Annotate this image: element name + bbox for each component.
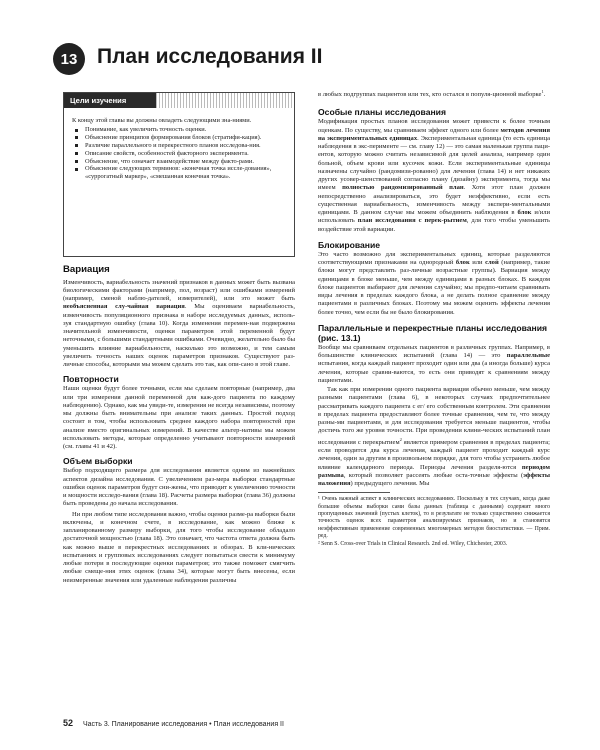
section-heading-special-plans: Особые планы исследования — [318, 107, 446, 118]
objective-item: Понимание, как увеличить точность оценки. — [81, 126, 287, 134]
sample-size-paragraph-1: Выбор подходящего размера для исследования является одним из важнейших аспектов дизайна исследования. С увеличением раз-мера выборки стандартные ошибки оценок параметров будут сни-жены, что приводит к увеличению точности и мощности исследо-вания (глава 18). Расчеты размера выборки (глава 36) должны быть проведены до начала исследования. — [63, 467, 295, 508]
objectives-heading: Цели изучения — [64, 93, 156, 108]
emphasis-term: параллельные — [506, 352, 550, 360]
section-heading-parallel: Параллельные и перекрестные планы исследования (рис. 13.1) — [318, 322, 548, 343]
left-column — [63, 264, 295, 585]
objective-item: Различие параллельного и перекрестного планов исследова-ния. — [81, 142, 287, 150]
text-run: ) предыдущего лечения. Мы — [350, 480, 430, 488]
emphasis-term: необъясненная слу-чайная вариация — [63, 303, 185, 311]
footnote-ref: 2 — [399, 436, 402, 442]
blocking-paragraph — [318, 251, 550, 317]
chapter-title: План исследования II — [97, 45, 323, 68]
learning-objectives-box — [63, 92, 295, 257]
text-run: является примером сравнения в пределах пациента; если проводится два курса лечения, каждый пациент проходит каждый курс лечения, один за другим в произвольном порядке, для того чтобы устранить любое влияние календарного периода. Периоды лечения разделя-ются — [318, 438, 550, 471]
objectives-list — [72, 126, 287, 181]
parallel-paragraph-2 — [318, 386, 550, 488]
objectives-header-stripe — [156, 93, 294, 108]
right-column — [318, 88, 550, 548]
text-run: . Хотя этот план должен непосредственно анализироваться, это будет неэффективно, если есть существенная вариабельность, изменчивость между экспери-ментальными единицами. В данном случае мы можем объединить наблюдения в — [318, 184, 550, 217]
footnote-divider — [318, 492, 390, 493]
section-heading-repetition: Повторности — [63, 374, 119, 385]
repetition-paragraph: Наши оценки будут более точными, если мы сделаем повторные (например, два или три измерения данной переменной для каж-дого пациента по каждому наблюдению). Однако, как мы увиди-те, измерения не всегда независимы, поэтому мы должны быть внимательны при анализе таких данных. Простой подход состоит в том, чтобы использовать среднее каждого набора повторностей при анализе вместо оригинальных измерений. В качестве альтер-нативы мы можем использовать методы, которые определенно учитывают повторности измерений (см. главы 41 и 42). — [63, 385, 295, 450]
emphasis-term: слой — [485, 259, 499, 267]
footnote-1: ¹ Очень важный аспект в клинических исследованиях. Поскольку в тех случаях, когда даже большие объемы выборки сами базы данных (таблица с данными) содержит много пропущенных значений (пустых клеток), то в результате не только существенно снижается точность оценок всех параметров анализируемых признаков, но и становятся неэффективным применение современных многомерных методов биостатистики. — Прим. ред. — [318, 496, 550, 539]
emphasis-term: периодом размыва — [318, 463, 550, 479]
text-run: . Мы оцениваем вариабельность, изменчивость популяционного признака в наборе исследуемых данных, исполь-зуя стандартную ошибку (глава 10). Когда изменения перемен-ная подвержена значительной изменчивости, оценки параметров этой переменной будут неточными, с большими стандартными ошибками. Очевидно, желательно было бы уменьшить влияние вариабельности, насколько это возможно, и тем самым увеличить точность наших оценок параметров признаков. Существуют раз-личные способы, которыми мы можем сделать это так, как опи-сано в этой главе. — [63, 303, 296, 368]
text-run: Так как при измерении одного пациента вариация обычно меньше, чем между разными пациентами (глава 6), в некоторых случаях предпочтительнее рассматривать каждого пациента с ег/ его собственным контролем. Эти сравнения в пределах пациента предоставляют более точные сравнения, чем те, что между разны-ми пациентами, и для исследования требуется меньше пациентов, чтобы достичь того же уровня точности. При проведении клини-ческих испытаний план исследования с перекрытием — [318, 386, 550, 446]
footnote-ref: 1 — [541, 89, 544, 94]
emphasis-term: эффекты наложения — [318, 471, 550, 488]
objectives-body — [72, 117, 287, 181]
text-run: и/или использовать — [318, 209, 551, 225]
footnote-2: ² Senn S. Cross-over Trials in Clinical Research. 2nd ed. Wiley, Chichester, 2003. — [318, 541, 508, 548]
text-run: Вообще мы сравниваем отдельных пациентов в различных группах. Например, в большинстве клинических испытаний (глава 14) — это — [318, 343, 550, 360]
emphasis-term: блок — [455, 259, 470, 267]
text-run: испытания, когда каждый пациент проходит один или два (а иногда больше) курса лечения, которые сравни-ваются, то есть они приводят к сравнениям между пациентами. — [318, 360, 550, 384]
text-run: или — [469, 259, 486, 267]
text-run: (например, такие блоки могут представлять раз-личные возрастные группы). Вариация между единицами в блоке меньше, чем между единицами в разных блоках. В каждом блоке пациентов выбирают для лечения случайно; мы предпо-читаем сравнивать виды лечения в пределах каждого блока, а не делать полное сравнение между пациентами в различных блоках. Поэтому мы можем оценить эффекты лечения более точно, чем если бы не было блокирования. — [318, 259, 550, 316]
text-run: , который позволяет рассеять любые оста-точные эффекты ( — [343, 471, 524, 479]
text-run: в любых подгруппах пациентов или тех, кто остался в популя-ционной выборке — [318, 91, 542, 99]
special-plans-paragraph — [318, 118, 550, 234]
objective-item: Объяснение следующих терминов: «конечная точка иссле-дования», «суррогатный маркер», «смешанная конечная точка». — [81, 165, 287, 181]
section-heading-blocking: Блокирование — [318, 239, 381, 250]
running-footer: Часть 3. Планирование исследования • План исследования II — [82, 721, 284, 728]
emphasis-term: полностью рандомизированный план — [342, 184, 464, 192]
emphasis-term: план исследования с перек-рытием — [357, 217, 467, 225]
text-run: . — [543, 91, 546, 99]
continued-paragraph — [318, 88, 550, 99]
objective-item: Объяснение принципов формирования блоков (стратифи-кация). — [81, 134, 287, 142]
section-heading-variation: Вариация — [63, 264, 110, 275]
text-run: Модификация простых планов исследования может привести к более точным оценкам. По существу, мы сравниваем эффект одного или более — [318, 118, 550, 134]
chapter-number: 13 — [60, 50, 78, 68]
text-run: . Экспериментальная единица (то есть единица наблюдения в экс-перименте — см. главу 12) — это самая маленькая группа паци-ентов, которую можно считать независимой для целей анализа, например один больной, объем крови или кусочек кожи. Если экспериментальные единицы назначены случайно (рандомизи-рованно) для лечения (глава 14) и нет никаких других усовер-шенствований согласно плану (дизайну) эксперимента, тогда мы имеем — [318, 134, 551, 192]
objective-item: Описание свойств, особенностей факторного эксперимента. — [81, 150, 287, 158]
parallel-paragraph-1 — [318, 344, 550, 385]
emphasis-term: блок — [517, 209, 532, 217]
emphasis-term: методов лечения на экспериментальных единицах — [318, 126, 550, 142]
sample-size-paragraph-2: Ни при любом типе исследования важно, чтобы оценки разме-ра выборки были включены, и конечном счете, в исследование, как можно ближе к запланированному размеру выборки, для того чтобы исследование обладало достаточной мощностью (глава 18). Это означает, что частота ответа должна быть как можно выше в перекрестных исследованиях и обзорах. В кли-нических испытаниях и групповых исследованиях следует попытаться свести к минимуму любые потери в последующие оценки параметров; это также поможет смягчить любые смеще-ния этих оценок (глава 34), которые могут быть внесены, если неизмеренные значения или удаленные наблюдения различны — [63, 510, 295, 584]
page-footer — [63, 718, 284, 728]
text-run: , для того чтобы уменьшить воздействие этой вариации. — [318, 217, 550, 233]
text-run: Это часто возможно для экспериментальных единиц, которые разделяются соответствующими признаками на однородный — [318, 250, 550, 267]
text-run: Изменчивость, вариабельность значений признаков в данных может быть вызвана биологическими факторами (например, пол, возраст) или ошибками измерений (например, сменой наблю-дателей, измерителей), или это может быть — [63, 278, 295, 302]
variation-paragraph — [63, 279, 295, 370]
page-number: 52 — [63, 718, 74, 728]
objective-item: Объяснение, что означает взаимодействие между факто-рами. — [81, 158, 287, 166]
chapter-number-badge — [53, 43, 85, 75]
section-heading-sample-size: Объем выборки — [63, 456, 133, 467]
objectives-intro: К концу этой главы вы должны овладеть следующими зна-ниями. — [72, 117, 252, 124]
